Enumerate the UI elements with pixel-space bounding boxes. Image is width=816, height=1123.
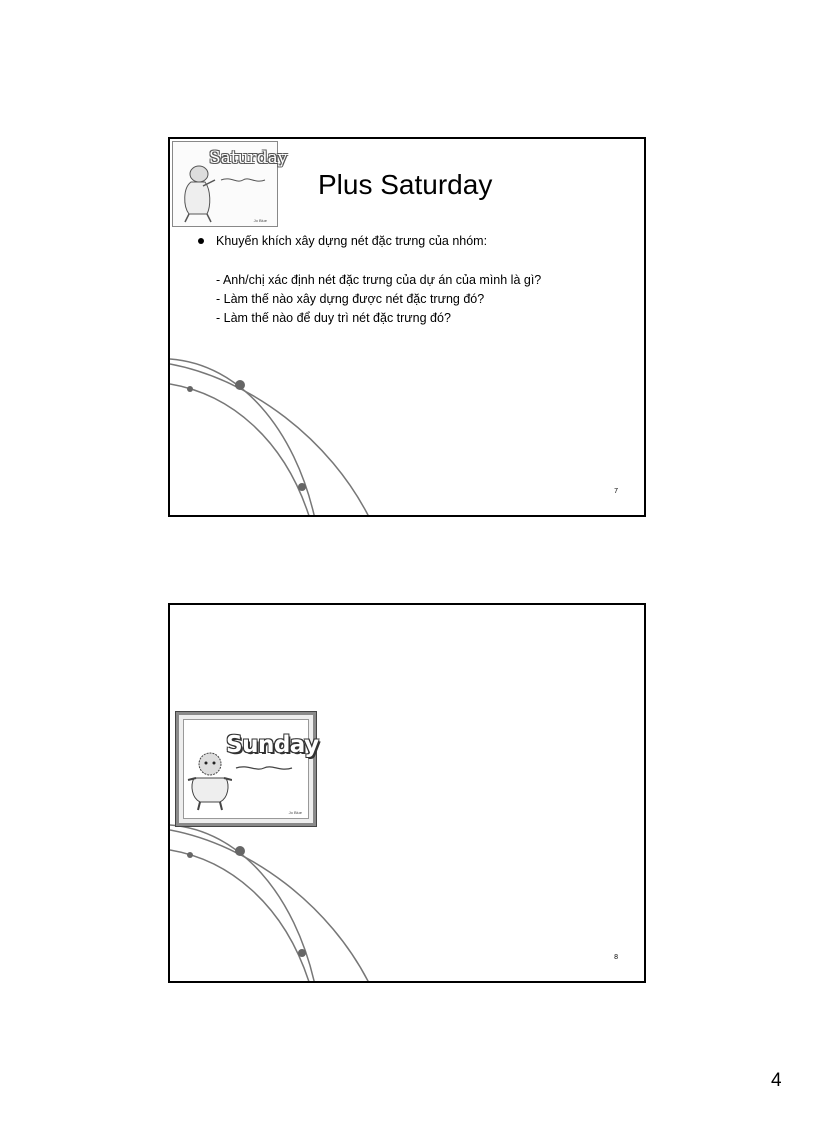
saturday-thumbnail-caption: Jo Blue <box>253 218 267 223</box>
bullet-item <box>198 234 487 248</box>
slide-title: Plus Saturday <box>318 169 493 200</box>
ornament-icon <box>219 176 267 184</box>
sunday-clipart-icon <box>186 750 232 812</box>
bullet-dot-icon <box>198 238 204 244</box>
saturday-clipart-icon <box>177 162 217 224</box>
sub-list <box>216 271 541 328</box>
saturday-thumbnail <box>172 141 288 227</box>
sunday-thumbnail-caption: Jo Blue <box>288 810 302 815</box>
sunday-thumbnail-word: Sunday <box>226 732 319 758</box>
slide-number: 8 <box>614 954 618 961</box>
bullet-text: Khuyến khích xây dựng nét đặc trưng của nhóm: <box>216 234 488 248</box>
slide-7 <box>168 137 646 517</box>
slide-number: 7 <box>614 488 618 495</box>
sub-list-item: - Anh/chị xác định nét đặc trưng của dự án của mình là gì? <box>216 273 542 287</box>
sunday-thumbnail <box>176 712 319 826</box>
ornament-icon <box>234 764 294 772</box>
saturday-thumbnail-word: Saturday <box>209 148 288 168</box>
page-number: 4 <box>771 1070 782 1091</box>
sub-list-item: - Làm thế nào xây dựng được nét đặc trưng đó? <box>216 292 485 306</box>
slide-8 <box>168 603 646 983</box>
sub-list-item: - Làm thế nào để duy trì nét đặc trưng đó? <box>216 311 451 325</box>
